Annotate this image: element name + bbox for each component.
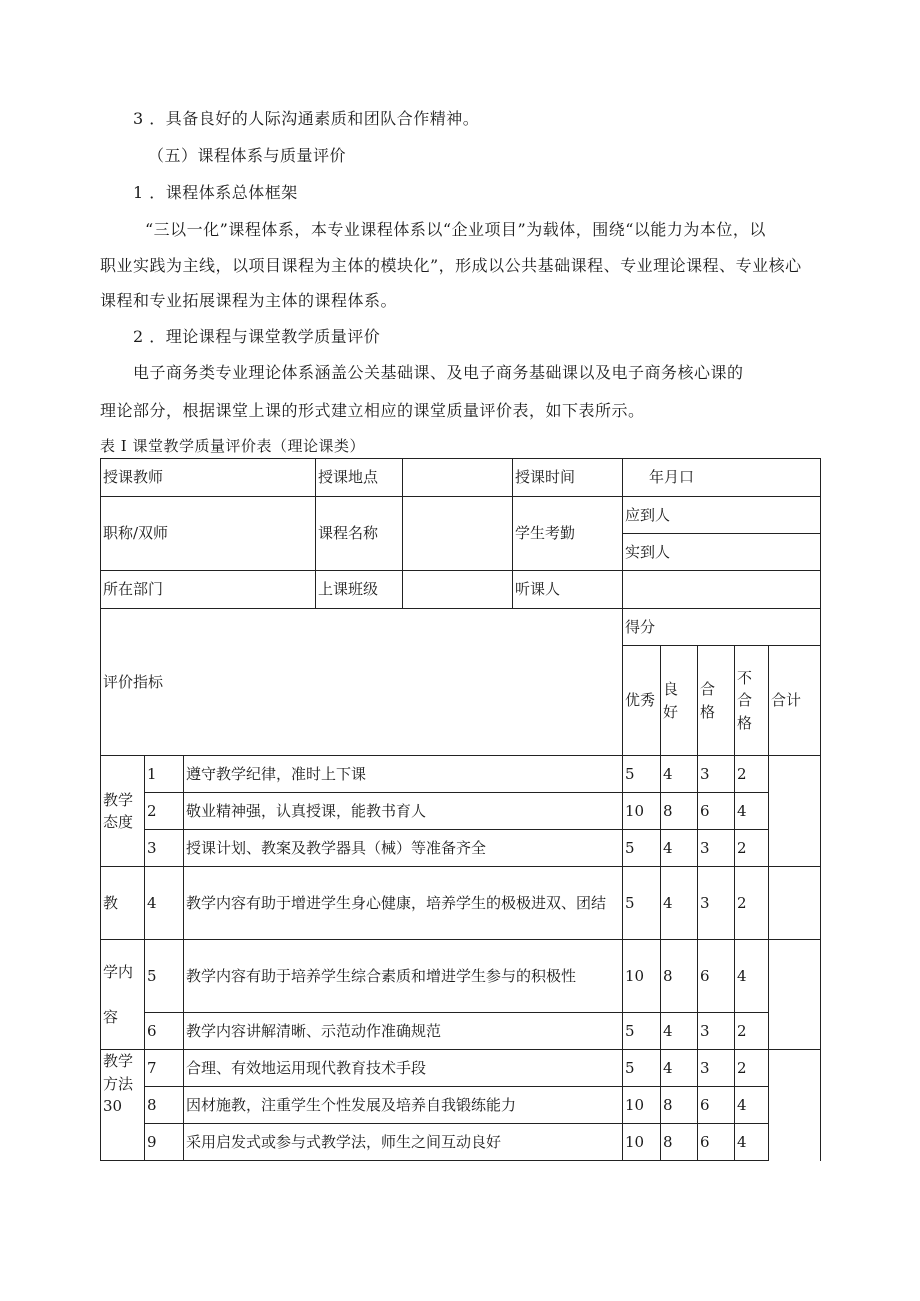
evaluation-table bbox=[100, 458, 821, 1161]
value-observer bbox=[623, 571, 821, 609]
row-criterion: 采用启发式或参与式教学法，师生之间互动良好 bbox=[184, 1124, 623, 1161]
table-row bbox=[101, 793, 821, 830]
score-excellent: 5 bbox=[623, 1013, 661, 1050]
category-method: 教学 方法 30 bbox=[101, 1050, 145, 1161]
subheading-2: 2 ．理论课程与课堂教学质量评价 bbox=[133, 327, 381, 346]
score-pass: 6 bbox=[698, 793, 735, 830]
label-attendance: 学生考勤 bbox=[513, 497, 623, 571]
table-row bbox=[101, 867, 821, 940]
score-excellent: 5 bbox=[623, 830, 661, 867]
label-course: 课程名称 bbox=[316, 497, 403, 571]
value-date: 年月口 bbox=[623, 459, 821, 497]
score-pass: 3 bbox=[698, 1050, 735, 1087]
label-location: 授课地点 bbox=[316, 459, 403, 497]
label-time: 授课时间 bbox=[513, 459, 623, 497]
label-indicator: 评价指标 bbox=[101, 609, 623, 756]
row-number: 6 bbox=[145, 1013, 184, 1050]
label-title-dual: 职称/双师 bbox=[101, 497, 316, 571]
score-good: 4 bbox=[661, 756, 698, 793]
row-number: 2 bbox=[145, 793, 184, 830]
category-content: 学内 容 bbox=[101, 940, 145, 1050]
row-number: 9 bbox=[145, 1124, 184, 1161]
score-good: 4 bbox=[661, 867, 698, 940]
score-good: 4 bbox=[661, 1013, 698, 1050]
label-should-attend: 应到人 bbox=[623, 497, 821, 534]
score-total bbox=[769, 756, 821, 867]
category-teaching: 教 bbox=[101, 867, 145, 940]
para-line: 电子商务类专业理论体系涵盖公关基础课、及电子商务基础课以及电子商务核心课的 bbox=[133, 363, 744, 382]
row-criterion: 因材施教，注重学生个性发展及培养自我锻练能力 bbox=[184, 1087, 623, 1124]
row-criterion: 遵守教学纪律，准时上下课 bbox=[184, 756, 623, 793]
score-fail: 4 bbox=[735, 940, 769, 1013]
row-criterion: 教学内容讲解清晰、示范动作准确规范 bbox=[184, 1013, 623, 1050]
score-excellent: 10 bbox=[623, 940, 661, 1013]
score-fail: 4 bbox=[735, 1124, 769, 1161]
grade-pass: 合 格 bbox=[698, 646, 735, 756]
row-number: 1 bbox=[145, 756, 184, 793]
score-good: 8 bbox=[661, 940, 698, 1013]
score-fail: 2 bbox=[735, 867, 769, 940]
score-excellent: 10 bbox=[623, 793, 661, 830]
score-total bbox=[769, 940, 821, 1050]
label-observer: 听课人 bbox=[513, 571, 623, 609]
score-excellent: 10 bbox=[623, 1087, 661, 1124]
score-excellent: 5 bbox=[623, 1050, 661, 1087]
label-dept: 所在部门 bbox=[101, 571, 316, 609]
score-total bbox=[769, 867, 821, 940]
row-number: 5 bbox=[145, 940, 184, 1013]
table-row bbox=[101, 1087, 821, 1124]
row-criterion: 教学内容有助于培养学生综合素质和增进学生参与的积极性 bbox=[184, 940, 623, 1013]
row-criterion: 教学内容有助于增进学生身心健康，培养学生的极极进双、团结 bbox=[184, 867, 623, 940]
score-pass: 3 bbox=[698, 1013, 735, 1050]
score-good: 8 bbox=[661, 1087, 698, 1124]
table-row bbox=[101, 830, 821, 867]
score-fail: 2 bbox=[735, 756, 769, 793]
para-line: “三以一化”课程体系，本专业课程体系以“企业项目”为载体，围绕“以能力为本位，以 bbox=[145, 220, 766, 239]
value-course bbox=[403, 497, 513, 571]
value-location bbox=[403, 459, 513, 497]
table-row bbox=[101, 1124, 821, 1161]
table-row bbox=[101, 1013, 821, 1050]
score-pass: 6 bbox=[698, 1124, 735, 1161]
table-caption: 表 I 课堂教学质量评价表（理论课类） bbox=[100, 437, 365, 455]
score-fail: 4 bbox=[735, 793, 769, 830]
score-good: 8 bbox=[661, 793, 698, 830]
grade-fail: 不 合 格 bbox=[735, 646, 769, 756]
score-pass: 3 bbox=[698, 867, 735, 940]
para-line: 课程和专业拓展课程为主体的课程体系。 bbox=[100, 291, 398, 310]
grade-excellent: 优秀 bbox=[623, 646, 661, 756]
label-score: 得分 bbox=[623, 609, 821, 646]
label-class: 上课班级 bbox=[316, 571, 403, 609]
score-pass: 6 bbox=[698, 1087, 735, 1124]
row-number: 4 bbox=[145, 867, 184, 940]
table-row bbox=[101, 756, 821, 793]
table-row bbox=[101, 940, 821, 1013]
score-fail: 2 bbox=[735, 1050, 769, 1087]
row-number: 8 bbox=[145, 1087, 184, 1124]
section-heading-5: （五）课程体系与质量评价 bbox=[148, 146, 347, 165]
para-item-3: 3 ．具备良好的人际沟通素质和团队合作精神。 bbox=[133, 109, 480, 128]
row-number: 3 bbox=[145, 830, 184, 867]
para-line: 理论部分，根据课堂上课的形式建立相应的课堂质量评价表，如下表所示。 bbox=[100, 401, 645, 420]
row-number: 7 bbox=[145, 1050, 184, 1087]
label-teacher: 授课教师 bbox=[101, 459, 316, 497]
para-line: 职业实践为主线，以项目课程为主体的模块化”，形成以公共基础课程、专业理论课程、专业核心 bbox=[100, 256, 802, 275]
grade-total: 合计 bbox=[769, 646, 821, 756]
label-actual-attend: 实到人 bbox=[623, 534, 821, 571]
score-fail: 2 bbox=[735, 1013, 769, 1050]
score-good: 8 bbox=[661, 1124, 698, 1161]
score-excellent: 10 bbox=[623, 1124, 661, 1161]
row-criterion: 授课计划、教案及教学器具（械）等准备齐全 bbox=[184, 830, 623, 867]
score-excellent: 5 bbox=[623, 756, 661, 793]
row-criterion: 合理、有效地运用现代教育技术手段 bbox=[184, 1050, 623, 1087]
grade-good: 良 好 bbox=[661, 646, 698, 756]
score-good: 4 bbox=[661, 1050, 698, 1087]
score-fail: 4 bbox=[735, 1087, 769, 1124]
category-attitude: 教学 态度 bbox=[101, 756, 145, 867]
score-total bbox=[769, 1050, 821, 1161]
score-good: 4 bbox=[661, 830, 698, 867]
score-pass: 3 bbox=[698, 756, 735, 793]
score-pass: 3 bbox=[698, 830, 735, 867]
score-pass: 6 bbox=[698, 940, 735, 1013]
value-class bbox=[403, 571, 513, 609]
table-row bbox=[101, 1050, 821, 1087]
score-fail: 2 bbox=[735, 830, 769, 867]
subheading-1: 1 ．课程体系总体框架 bbox=[133, 183, 298, 202]
row-criterion: 敬业精神强，认真授课，能教书育人 bbox=[184, 793, 623, 830]
score-excellent: 5 bbox=[623, 867, 661, 940]
